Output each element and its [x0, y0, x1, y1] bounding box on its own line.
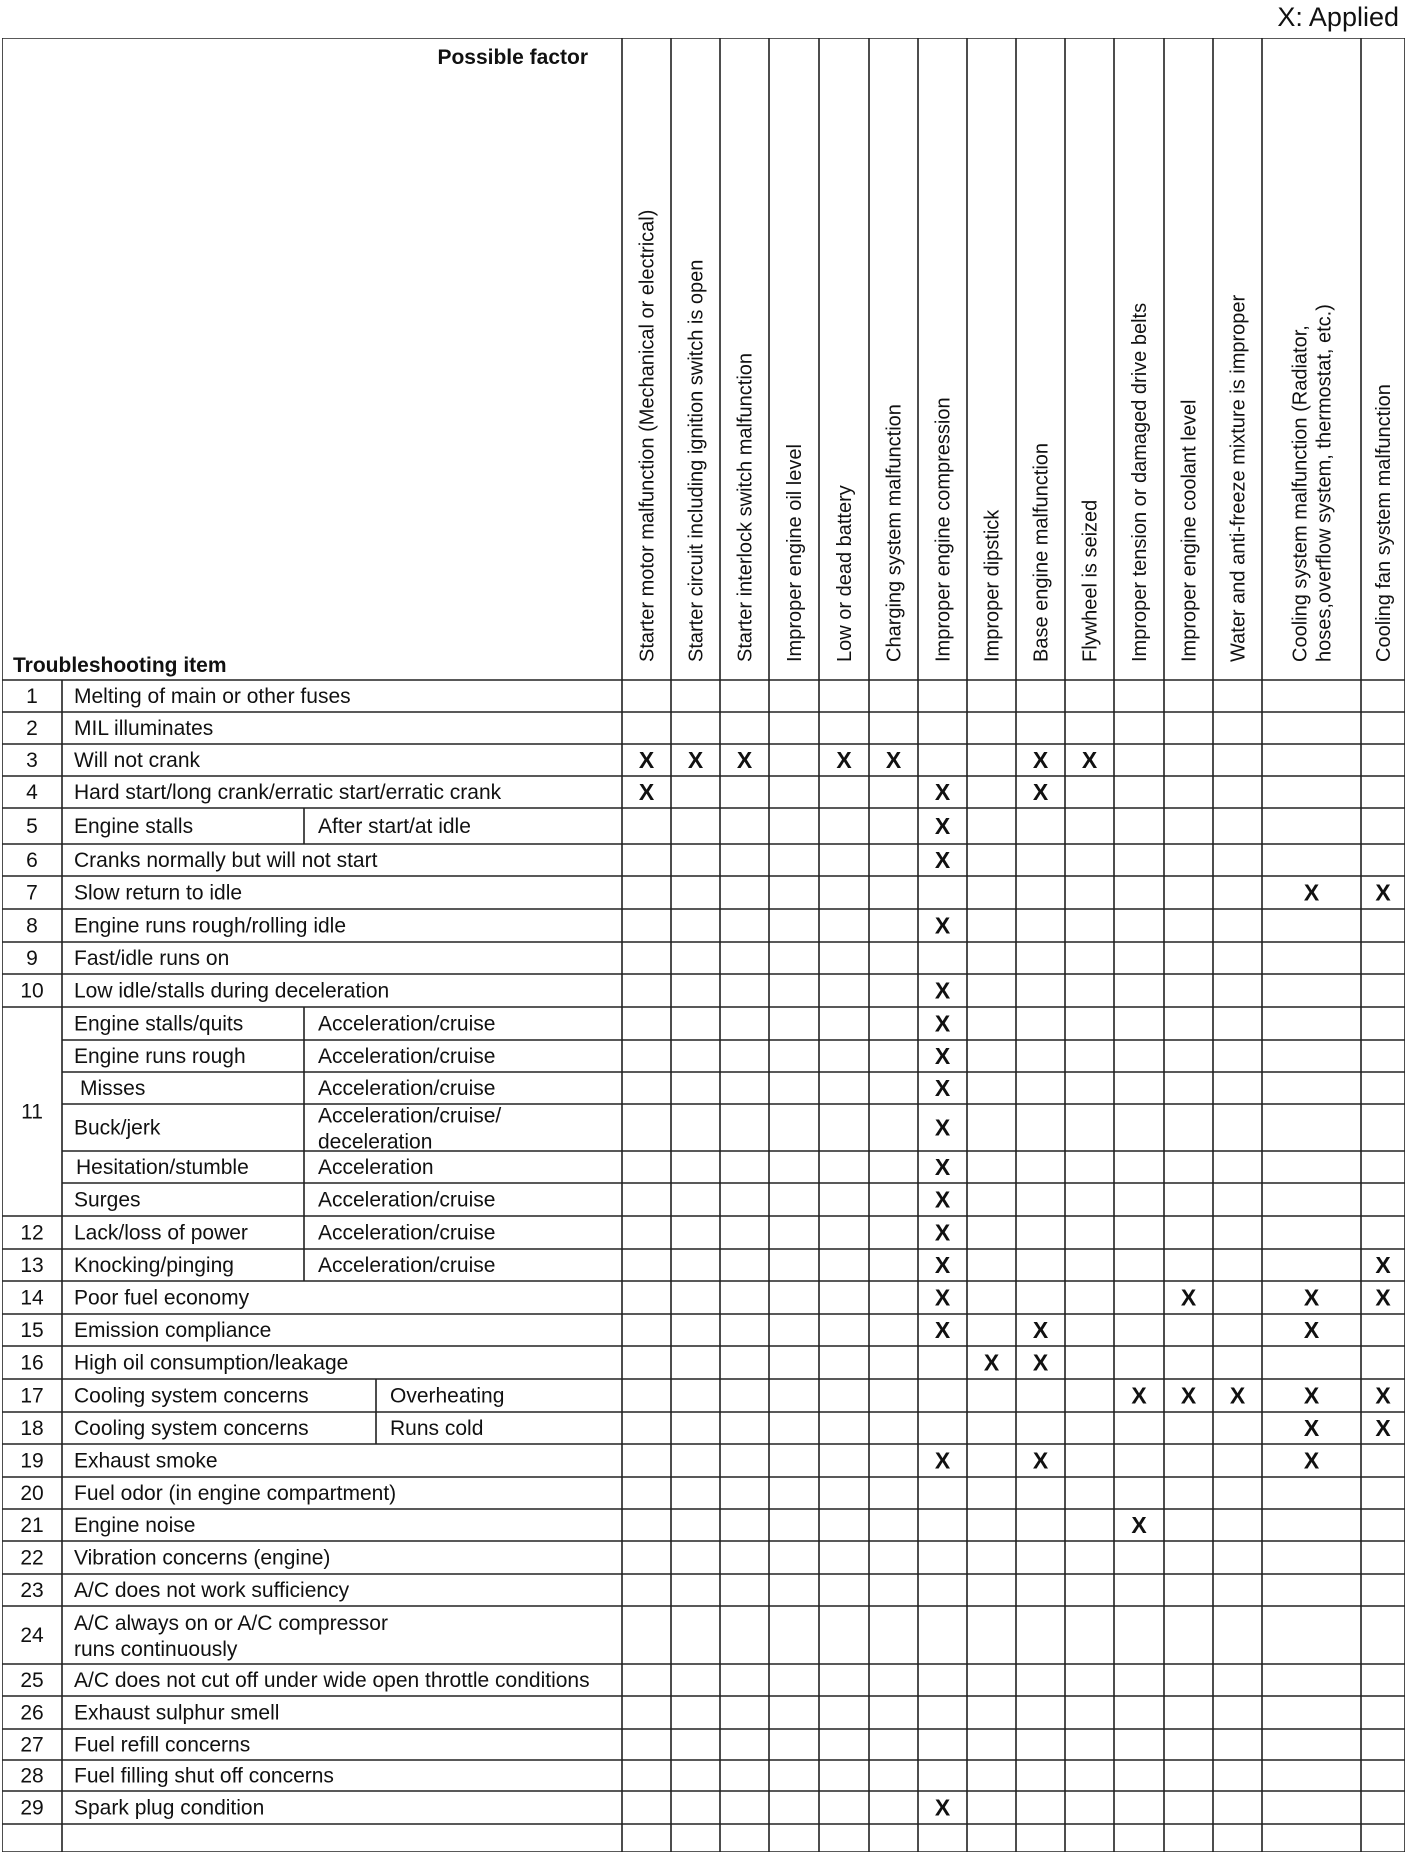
factor-header: Improper engine coolant level: [1178, 399, 1201, 662]
applied-mark: X: [1375, 1252, 1391, 1278]
applied-mark: X: [1032, 747, 1049, 773]
applied-mark: X: [1229, 1382, 1246, 1409]
table-row: [26, 717, 213, 740]
applied-mark: X: [1032, 779, 1049, 805]
row-number: 22: [20, 1546, 44, 1570]
table-row: [20, 1415, 1391, 1441]
row-number: 23: [20, 1579, 44, 1602]
applied-mark: X: [885, 747, 902, 773]
applied-mark: X: [1375, 1284, 1391, 1311]
applied-mark: X: [1303, 1382, 1320, 1409]
row-item: Cranks normally but will not start: [74, 849, 378, 872]
factor-header: hoses,overflow system, thermostat, etc.): [1313, 304, 1336, 662]
row-number: 29: [20, 1796, 44, 1820]
row-item: Slow return to idle: [74, 881, 243, 905]
applied-mark: X: [1131, 1512, 1147, 1538]
table-row: [26, 913, 951, 939]
row-number: 2: [26, 717, 38, 740]
row-item: A/C does not cut off under wide open throttle conditions: [74, 1669, 590, 1692]
table-row: [20, 1383, 1391, 1409]
row-number: 28: [20, 1764, 44, 1788]
row-number: 16: [20, 1351, 44, 1375]
applied-mark: X: [1303, 1415, 1320, 1441]
table-row: [26, 947, 229, 970]
row-number: 24: [20, 1624, 44, 1647]
table-row: [20, 1317, 1320, 1343]
factor-header: Starter circuit including ignition switch is open: [685, 259, 708, 662]
applied-mark: X: [934, 1219, 951, 1246]
applied-mark: X: [1180, 1382, 1197, 1409]
row-item: Vibration concerns (engine): [74, 1546, 331, 1570]
applied-mark: X: [1032, 1317, 1049, 1343]
row-number: 3: [26, 749, 38, 772]
header-possible-factor: Possible factor: [437, 46, 588, 69]
row-number: 25: [20, 1669, 44, 1692]
table-row: [20, 1765, 334, 1788]
applied-mark: X: [1131, 1382, 1147, 1409]
applied-mark: X: [934, 1043, 951, 1069]
applied-mark: X: [1303, 879, 1320, 906]
row-item: Fuel filling shut off concerns: [74, 1764, 334, 1788]
row-condition: Acceleration/cruise: [318, 1012, 496, 1036]
row-number: 10: [20, 979, 44, 1003]
factor-header: Flywheel is seized: [1079, 499, 1102, 662]
row-item: Engine stalls: [74, 815, 194, 838]
row-number: 18: [20, 1417, 44, 1440]
applied-mark: X: [638, 779, 655, 805]
row-item: Emission compliance: [74, 1319, 272, 1342]
header-troubleshooting-item: Troubleshooting item: [13, 654, 227, 677]
factor-header: Starter motor malfunction (Mechanical or electrical): [636, 209, 659, 662]
table-row: [26, 779, 1049, 805]
row-number: 26: [20, 1701, 44, 1725]
row-condition: Acceleration/cruise: [318, 1077, 496, 1100]
table-row: [20, 1612, 388, 1661]
table-row: [20, 1448, 1320, 1474]
table-row: [20, 1579, 349, 1602]
row-item: Engine noise: [74, 1514, 196, 1537]
row-item: Hesitation/stumble: [76, 1156, 249, 1179]
applied-mark: X: [687, 747, 704, 773]
row-condition-line2: deceleration: [318, 1130, 433, 1154]
table-row: [20, 1669, 589, 1692]
applied-mark: X: [934, 813, 951, 839]
row-number: 14: [20, 1286, 44, 1310]
factor-header: Improper dipstick: [981, 509, 1004, 662]
applied-mark: X: [1303, 1284, 1320, 1311]
factor-header: Charging system malfunction: [883, 404, 906, 662]
row-item: A/C does not work sufficiency: [74, 1579, 350, 1602]
factor-header: Water and anti-freeze mixture is improper: [1227, 294, 1250, 662]
table-row: [20, 1734, 250, 1757]
row-number: 19: [20, 1449, 44, 1473]
table-row: [26, 685, 350, 708]
applied-mark: X: [836, 747, 852, 773]
applied-mark: X: [1303, 1447, 1320, 1474]
row-item: Cooling system concerns: [74, 1384, 309, 1408]
table-row: [20, 978, 951, 1004]
row-item: Misses: [80, 1077, 146, 1100]
factor-header: Improper engine oil level: [784, 444, 806, 662]
table-row: [20, 1547, 330, 1570]
row-condition: Acceleration/cruise: [318, 1254, 496, 1277]
applied-mark: X: [934, 1010, 951, 1037]
applied-mark: X: [1303, 1317, 1320, 1343]
row-condition: Runs cold: [390, 1417, 484, 1440]
applied-mark: X: [934, 1186, 951, 1213]
row-item: Buck/jerk: [74, 1116, 161, 1140]
factor-header: Improper tension or damaged drive belts: [1129, 302, 1151, 662]
row-number: 7: [26, 881, 38, 905]
row-item: Lack/loss of power: [74, 1221, 248, 1245]
applied-mark: X: [1375, 1382, 1391, 1409]
row-item: Low idle/stalls during deceleration: [74, 979, 390, 1003]
factor-header: Starter interlock switch malfunction: [734, 352, 757, 662]
table-row: [26, 847, 951, 873]
row-item: Exhaust smoke: [74, 1449, 218, 1473]
row-condition: Acceleration/cruise/: [318, 1104, 502, 1128]
factor-header: Cooling fan system malfunction: [1373, 384, 1395, 662]
applied-mark: X: [1375, 879, 1391, 906]
row-condition: Acceleration/cruise: [318, 1188, 496, 1212]
row-item: High oil consumption/leakage: [74, 1351, 349, 1375]
applied-mark: X: [934, 847, 951, 873]
table-row: [26, 813, 951, 839]
table-row: [80, 1075, 951, 1101]
applied-mark: X: [934, 977, 951, 1004]
row-number: 9: [26, 947, 38, 970]
applied-mark: X: [934, 1252, 951, 1278]
applied-mark: X: [934, 912, 951, 939]
row-number: 5: [26, 815, 38, 838]
applied-mark: X: [934, 1284, 951, 1311]
row-condition: Acceleration/cruise: [318, 1221, 496, 1245]
applied-mark: X: [1081, 747, 1098, 773]
applied-mark: X: [1032, 1349, 1049, 1376]
factor-header: Cooling system malfunction (Radiator,: [1289, 325, 1312, 662]
row-number: 1: [26, 685, 38, 708]
applied-mark: X: [983, 1349, 1000, 1376]
row-item: A/C always on or A/C compressor: [74, 1612, 388, 1635]
row-item: Melting of main or other fuses: [74, 685, 351, 708]
row-number: 8: [26, 914, 38, 938]
row-number: 11: [21, 1100, 43, 1124]
row-item: Spark plug condition: [74, 1796, 265, 1820]
row-item: Fuel odor (in engine compartment): [74, 1482, 397, 1505]
row-condition: Acceleration/cruise: [318, 1045, 496, 1068]
row-number: 21: [20, 1514, 44, 1537]
row-condition: Acceleration: [318, 1156, 434, 1179]
applied-mark: X: [1032, 1447, 1049, 1474]
applied-mark: X: [934, 1075, 951, 1101]
table-row: [20, 1252, 1391, 1278]
table-row: [20, 1285, 1391, 1311]
table-row: [20, 1482, 396, 1505]
row-item: Engine runs rough: [74, 1045, 246, 1068]
troubleshooting-matrix: [2, 38, 1405, 1852]
factor-header: Low or dead battery: [834, 485, 856, 662]
table-rows: [20, 685, 1391, 1821]
legend-applied: X: Applied: [1277, 2, 1399, 32]
row-number: 6: [26, 849, 38, 872]
table-row: [20, 1702, 279, 1725]
row-condition: After start/at idle: [318, 815, 471, 838]
applied-mark: X: [736, 747, 753, 773]
table-row: [26, 747, 1098, 773]
row-item: MIL illuminates: [74, 717, 214, 740]
row-item: Knocking/pinging: [74, 1254, 234, 1277]
table-row: [20, 1795, 951, 1821]
table-row: [20, 1220, 951, 1246]
applied-mark: X: [934, 1794, 951, 1821]
applied-mark: X: [934, 1114, 951, 1141]
row-number: 15: [20, 1319, 44, 1342]
applied-mark: X: [934, 779, 951, 805]
row-item: Will not crank: [74, 749, 201, 772]
row-number: 4: [26, 781, 38, 804]
table-row: [26, 880, 1391, 906]
row-item: Fast/idle runs on: [74, 947, 230, 970]
row-number: 27: [20, 1733, 44, 1757]
row-number: 20: [20, 1482, 44, 1505]
row-item: Fuel refill concerns: [74, 1733, 251, 1757]
row-item-line2: runs continuously: [74, 1638, 238, 1661]
applied-mark: X: [934, 1154, 951, 1180]
factor-header: Base engine malfunction: [1030, 442, 1053, 662]
table-row: [20, 1350, 1049, 1376]
row-number: 17: [20, 1384, 44, 1408]
row-item: Surges: [74, 1188, 141, 1212]
applied-mark: X: [1180, 1284, 1197, 1311]
applied-mark: X: [934, 1317, 951, 1343]
row-item: Poor fuel economy: [74, 1286, 250, 1310]
row-number: 13: [20, 1254, 44, 1277]
row-item: Exhaust sulphur smell: [74, 1701, 280, 1725]
row-item: Engine runs rough/rolling idle: [74, 914, 347, 938]
row-number: 12: [20, 1221, 44, 1245]
row-item: Cooling system concerns: [74, 1417, 309, 1440]
table-row: [20, 1512, 1147, 1538]
applied-mark: X: [1375, 1415, 1391, 1441]
row-item: Engine stalls/quits: [74, 1012, 244, 1036]
applied-mark: X: [934, 1447, 951, 1474]
row-condition: Overheating: [390, 1384, 505, 1408]
applied-mark: X: [638, 747, 655, 773]
factor-header: Improper engine compression: [932, 397, 955, 662]
row-item: Hard start/long crank/erratic start/erratic crank: [74, 781, 502, 804]
